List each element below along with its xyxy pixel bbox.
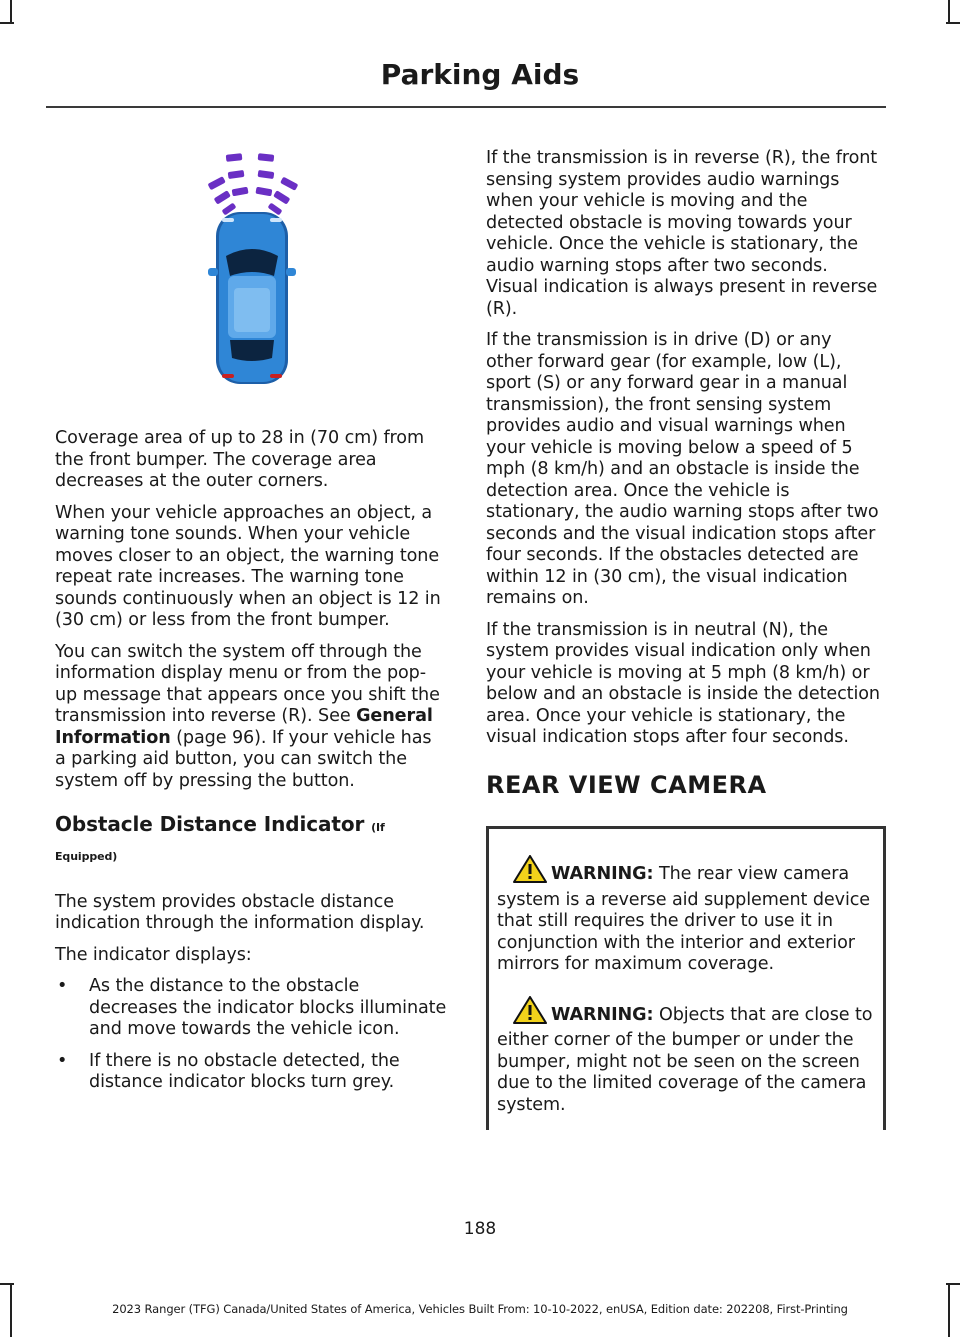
paragraph: If the transmission is in drive (D) or any other forward gear (for example, low (L), sport (S) or any forward gear in a manual transmission), the front sensing system provides audio and visual warnings when your vehicle is moving below a speed of 5 mph (8 km/h) and an obstacle is inside the detection area. Once the vehicle is stationary, the audio warning stops after two seconds and the visual indication stops after four seconds. If the obstacles detected are within 12 in (30 cm), the visual indication remains on. (486, 330, 879, 608)
heading-note: (If (371, 821, 385, 834)
bullet-icon: • (57, 1050, 68, 1071)
crop-mark (948, 0, 950, 22)
warning-label: WARNING: (551, 1004, 654, 1025)
paragraph: If the transmission is in neutral (N), the system provides visual indication only when your vehicle is moving at 5 mph (8 km/h) or below and an obstacle is inside the detection area. Once your vehicle is stationary, the visual indication stops after four seconds. (486, 619, 880, 747)
crop-mark (946, 1283, 960, 1285)
warning-triangle-icon (513, 996, 547, 1031)
warning-item (497, 996, 875, 1117)
left-column (55, 428, 447, 1104)
paragraph: The system provides obstacle distance indication through the information display. (55, 891, 425, 933)
list-item-text: If there is no obstacle detected, the distance indicator blocks turn grey. (89, 1050, 400, 1092)
right-column (486, 148, 880, 1130)
crop-mark (946, 22, 960, 24)
header-rule (46, 106, 886, 108)
paragraph-text: (page 96). If your vehicle has a parking aid button, you can switch the system off by pressing the button. (55, 727, 432, 791)
paragraph: The indicator displays: (55, 944, 252, 965)
paragraph-text: You can switch the system off through the information display menu or from the pop-up message that appears once you shift the transmission into reverse (R). See (55, 641, 440, 726)
heading-text: Obstacle Distance Indicator (55, 812, 365, 836)
warning-box (486, 826, 886, 1130)
paragraph (55, 642, 447, 793)
crop-mark (10, 0, 12, 22)
cross-reference-link[interactable]: General Information (55, 706, 433, 748)
list-item-text: As the distance to the obstacle decreases the indicator blocks illuminate and move towards the vehicle icon. (89, 976, 447, 1039)
page-number: 188 (463, 1219, 497, 1239)
paragraph: When your vehicle approaches an object, a warning tone sounds. When your vehicle moves closer to an object, the warning tone repeat rate increases. The warning tone sounds continuously when an object is 12 in (30 cm) or less from the front bumper. (55, 502, 441, 630)
warning-label: WARNING: (551, 864, 654, 884)
bullet-icon: • (57, 976, 68, 996)
warning-item (497, 855, 875, 976)
crop-mark (0, 22, 14, 24)
paragraph: Coverage area of up to 28 in (70 cm) from the front bumper. The coverage area decreases at the outer corners. (55, 428, 424, 491)
crop-mark (0, 1283, 14, 1285)
page-title: Parking Aids (380, 58, 580, 91)
footer-text: 2023 Ranger (TFG) Canada/United States of America, Vehicles Built From: 10-10-2022, enUSA, Edition date: 202208, First-Printing (112, 1302, 848, 1316)
warning-triangle-icon (513, 855, 547, 890)
warning-text: Objects that are close to either corner of the bumper or under the bumper, might not be seen on the screen due to the limited coverage of the camera system. (497, 1004, 873, 1115)
list-item (55, 976, 447, 1041)
list-item (55, 1051, 447, 1094)
warning-text: The rear view camera system is a reverse aid supplement device that still requires the driver to use it in conjunction with the interior and exterior mirrors for maximum coverage. (497, 864, 871, 974)
section-heading (55, 812, 447, 840)
bullet-list (55, 976, 447, 1094)
front-sensor-coverage-illustration (196, 148, 306, 388)
heading-note-continued: Equipped) (55, 850, 118, 863)
section-heading: REAR VIEW CAMERA (486, 770, 767, 799)
paragraph: If the transmission is in reverse (R), the front sensing system provides audio warnings when your vehicle is moving and the detected obstacle is moving towards your vehicle. Once the vehicle is stationary, the audio warning stops after two seconds. Visual indication is always present in reverse (R). (486, 148, 878, 319)
